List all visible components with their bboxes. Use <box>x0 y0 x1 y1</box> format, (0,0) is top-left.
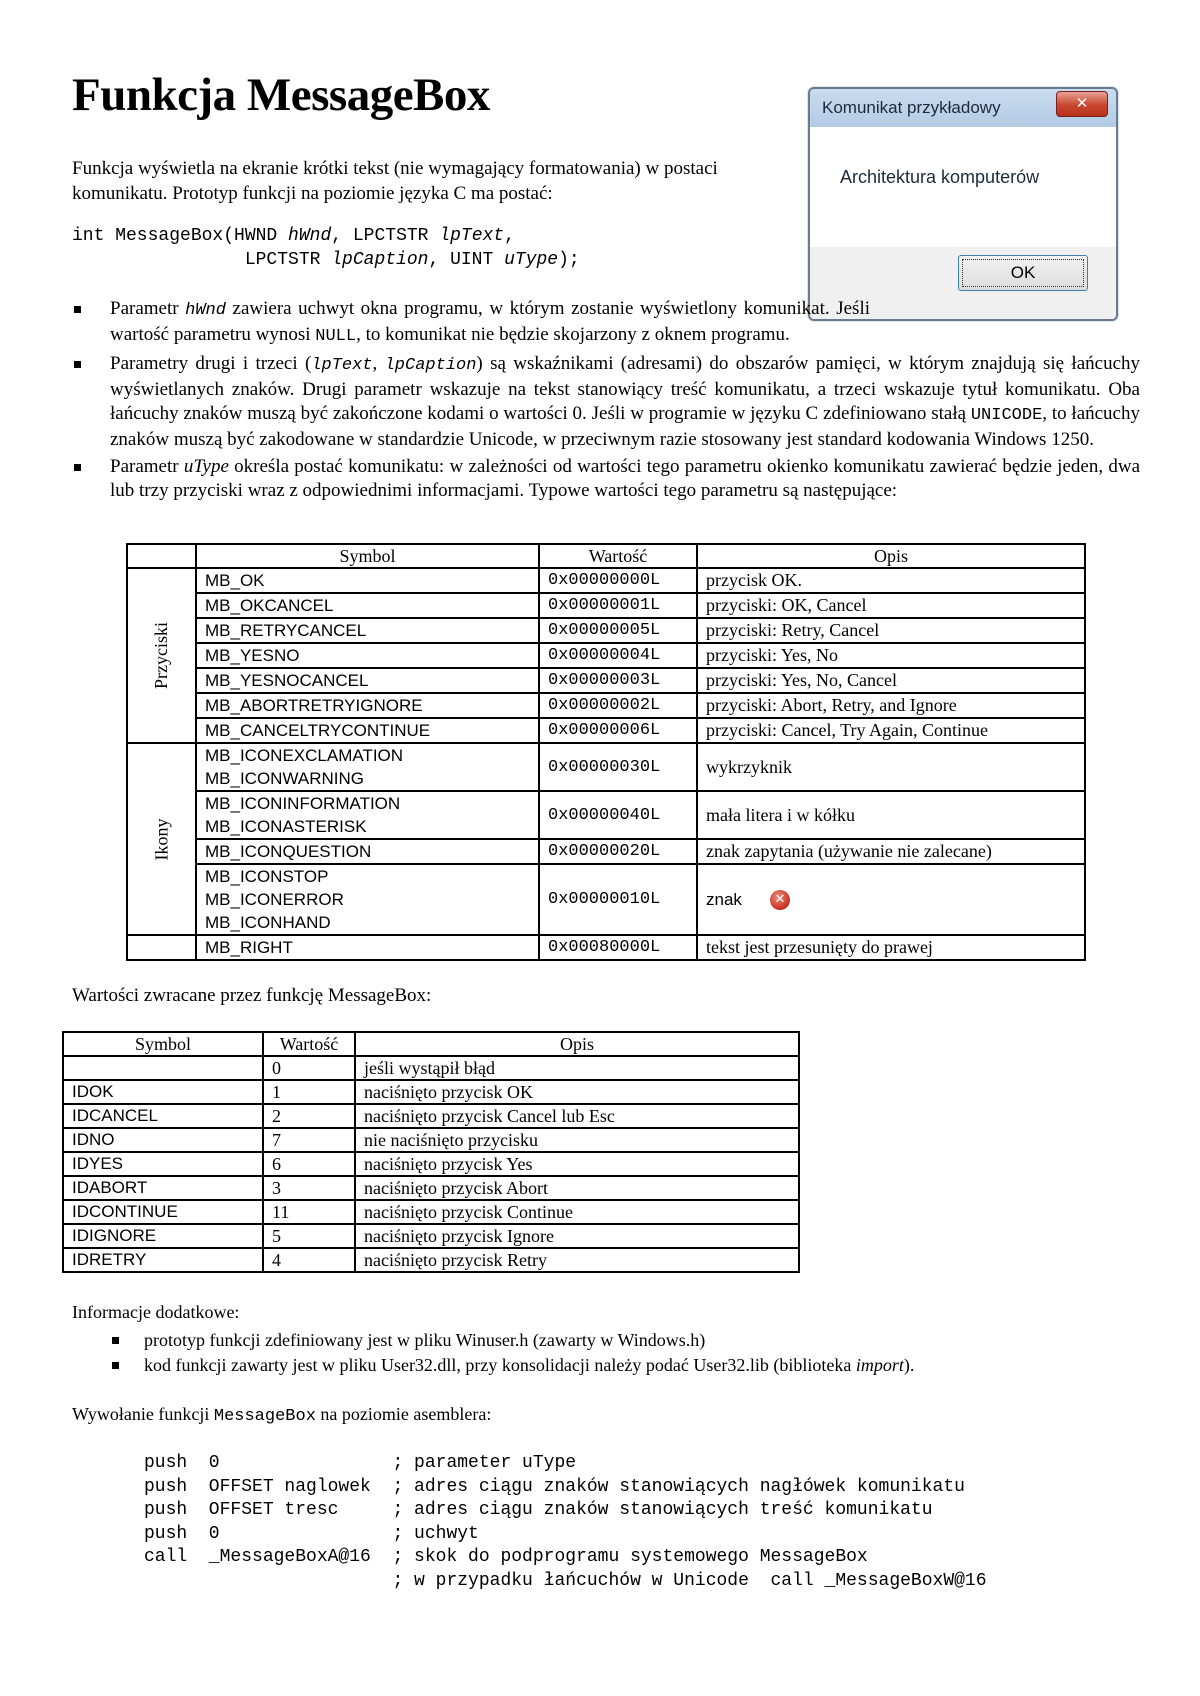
code-text: , <box>504 226 515 246</box>
group-label-blank <box>127 935 196 960</box>
table-header: Wartość <box>539 544 697 568</box>
list-item <box>72 352 1140 452</box>
table-header: Symbol <box>63 1032 263 1056</box>
text: Parametr <box>110 456 184 477</box>
text: , to komunikat nie będzie skojarzony z oknem programu. <box>356 324 790 345</box>
table-row <box>127 568 1085 593</box>
table-row <box>63 1152 799 1176</box>
code-text: , LPCTSTR <box>331 226 440 246</box>
intro-paragraph <box>72 156 792 206</box>
value-cell: 0x00000001L <box>539 593 697 618</box>
symbol-cell: IDIGNORE <box>63 1224 263 1248</box>
symbol-cell <box>63 1056 263 1080</box>
symbol-cell: MB_CANCELTRYCONTINUE <box>196 718 539 743</box>
desc-cell: przyciski: Retry, Cancel <box>697 618 1085 643</box>
text: , <box>372 353 385 374</box>
value-cell: 0 <box>263 1056 355 1080</box>
symbol-line: MB_ICONHAND <box>205 913 331 932</box>
text: na poziomie asemblera: <box>315 1404 492 1424</box>
symbol-cell: IDABORT <box>63 1176 263 1200</box>
table-header-blank <box>127 544 196 568</box>
prototype-code <box>72 224 580 272</box>
text: zawiera uchwyt okna programu, w którym zostanie wyświetlony komunikat. Jeśli wartość parametru wynosi <box>110 298 870 345</box>
desc-cell: naciśnięto przycisk Ignore <box>355 1224 799 1248</box>
code-text: LPCTSTR <box>72 250 332 270</box>
value-cell: 0x00000005L <box>539 618 697 643</box>
table-row <box>63 1128 799 1152</box>
group-label-icons <box>127 743 196 935</box>
symbol-cell <box>196 791 539 839</box>
text: Parametr <box>110 298 186 319</box>
code-line: ; w przypadku łańcuchów w Unicode call _MessageBoxW@16 <box>144 1570 987 1591</box>
desc-cell: naciśnięto przycisk Yes <box>355 1152 799 1176</box>
symbol-cell: MB_YESNO <box>196 643 539 668</box>
list-item <box>72 297 870 349</box>
table-row <box>63 1224 799 1248</box>
code-param: lpText <box>439 226 505 246</box>
desc-cell: jeśli wystąpił błąd <box>355 1056 799 1080</box>
value-cell: 0x00000000L <box>539 568 697 593</box>
table-row <box>127 618 1085 643</box>
desc-cell: naciśnięto przycisk Abort <box>355 1176 799 1200</box>
desc-cell: naciśnięto przycisk Retry <box>355 1248 799 1272</box>
symbol-cell: IDCONTINUE <box>63 1200 263 1224</box>
text: kod funkcji zawarty jest w pliku User32.dll, przy konsolidacji należy podać User32.lib (biblioteka <box>144 1355 856 1375</box>
symbol-cell: IDRETRY <box>63 1248 263 1272</box>
desc-cell: przycisk OK. <box>697 568 1085 593</box>
table-header: Opis <box>697 544 1085 568</box>
value-cell: 11 <box>263 1200 355 1224</box>
table-header: Wartość <box>263 1032 355 1056</box>
group-label: Przyciski <box>151 622 171 689</box>
table-header: Symbol <box>196 544 539 568</box>
code-text: , UINT <box>428 250 505 270</box>
list-item: prototyp funkcji zdefiniowany jest w pliku Winuser.h (zawarty w Windows.h) <box>72 1328 914 1353</box>
value-cell: 0x00000030L <box>539 743 697 791</box>
symbol-line: MB_ICONEXCLAMATION <box>205 746 404 765</box>
parameter-list <box>72 297 1140 506</box>
group-label: Ikony <box>151 818 171 860</box>
table-row <box>127 593 1085 618</box>
code-param: uType <box>504 250 559 270</box>
desc-cell: naciśnięto przycisk Continue <box>355 1200 799 1224</box>
return-values-table <box>62 1031 800 1273</box>
symbol-cell: MB_RETRYCANCEL <box>196 618 539 643</box>
text: ). <box>903 1355 915 1375</box>
value-cell: 2 <box>263 1104 355 1128</box>
value-cell: 0x00000003L <box>539 668 697 693</box>
code-line: push OFFSET tresc ; adres ciągu znaków stanowiących treść komunikatu <box>144 1500 933 1520</box>
symbol-cell: MB_OKCANCEL <box>196 593 539 618</box>
list-item <box>72 1353 914 1378</box>
dialog-message: Architektura komputerów <box>840 167 1040 187</box>
extra-info-list <box>72 1328 914 1378</box>
code-inline: UNICODE <box>970 406 1043 425</box>
value-cell: 0x00000006L <box>539 718 697 743</box>
value-cell: 0x00080000L <box>539 935 697 960</box>
value-cell: 6 <box>263 1152 355 1176</box>
symbol-cell: IDCANCEL <box>63 1104 263 1128</box>
text: określa postać komunikatu: w zależności od wartości tego parametru okienko komunikatu zawierać będzie jeden, dwa lub trzy przyciski wraz z odpowiednimi informacjami. Typowe wartości tego parametru są następujące: <box>110 456 1141 501</box>
desc-cell: naciśnięto przycisk OK <box>355 1080 799 1104</box>
symbol-cell: MB_OK <box>196 568 539 593</box>
list-item <box>72 455 1140 503</box>
code-param: hWnd <box>288 226 332 246</box>
asm-code-block <box>144 1452 987 1593</box>
table-header-row <box>63 1032 799 1056</box>
table-row <box>127 935 1085 960</box>
symbol-line: MB_ICONSTOP <box>205 867 329 886</box>
desc-cell: przyciski: Abort, Retry, and Ignore <box>697 693 1085 718</box>
page-title: Funkcja MessageBox <box>72 69 490 121</box>
dialog-caption: Komunikat przykładowy <box>822 98 1001 117</box>
value-cell: 0x00000010L <box>539 864 697 935</box>
symbol-cell: MB_ICONQUESTION <box>196 839 539 864</box>
table-row <box>127 668 1085 693</box>
error-icon: ✕ <box>770 890 790 910</box>
table-row <box>127 839 1085 864</box>
value-cell: 4 <box>263 1248 355 1272</box>
code-line: push OFFSET naglowek ; adres ciągu znaków stanowiących nagłówek komunikatu <box>144 1476 965 1497</box>
example-message-box <box>808 87 1118 321</box>
desc-cell: przyciski: OK, Cancel <box>697 593 1085 618</box>
value-cell: 5 <box>263 1224 355 1248</box>
code-param: lpCaption <box>384 356 477 375</box>
symbol-cell <box>196 743 539 791</box>
ok-button[interactable]: OK <box>958 255 1088 291</box>
symbol-cell: MB_RIGHT <box>196 935 539 960</box>
value-cell: 0x00000004L <box>539 643 697 668</box>
desc-cell: przyciski: Cancel, Try Again, Continue <box>697 718 1085 743</box>
table-row <box>127 718 1085 743</box>
desc-cell: nie naciśnięto przycisku <box>355 1128 799 1152</box>
table-header: Opis <box>355 1032 799 1056</box>
code-line: push 0 ; parameter uType <box>144 1453 577 1473</box>
table-row <box>63 1104 799 1128</box>
code-param: uType <box>183 456 229 477</box>
table-row <box>63 1056 799 1080</box>
symbol-cell: MB_ABORTRETRYIGNORE <box>196 693 539 718</box>
symbol-cell: IDNO <box>63 1128 263 1152</box>
table-row <box>63 1248 799 1272</box>
value-cell: 1 <box>263 1080 355 1104</box>
table-row <box>127 693 1085 718</box>
symbol-line: MB_ICONINFORMATION <box>205 794 401 813</box>
table-row <box>63 1080 799 1104</box>
symbol-cell <box>196 864 539 935</box>
code-param: lpCaption <box>331 250 429 270</box>
code-param: hWnd <box>185 301 226 320</box>
table-row <box>127 643 1085 668</box>
table-header-row <box>127 544 1085 568</box>
table-row <box>63 1200 799 1224</box>
value-cell: 7 <box>263 1128 355 1152</box>
text: ) są wskaźnikami (adresami) do obszarów pamięci, w którym znajdują się łańcuchy wyświetlanych znaków. Drugi parametr wskazuje na tekst stanowiący treść komunikatu, a trzeci wskazuje tytuł komunikatu. Oba łańcuchy znaków muszą być zakończone kodami o wartości 0. Jeśli w programie w języku C zdefiniowano stałą <box>110 353 1140 424</box>
code-inline: NULL <box>315 327 357 346</box>
table-row <box>63 1176 799 1200</box>
symbol-cell: IDOK <box>63 1080 263 1104</box>
symbol-line: MB_ICONASTERISK <box>205 817 367 836</box>
desc-text: znak <box>706 889 742 909</box>
close-icon[interactable]: ✕ <box>1056 91 1108 117</box>
code-text: ); <box>558 250 580 270</box>
value-cell: 3 <box>263 1176 355 1200</box>
group-label-buttons <box>127 568 196 743</box>
desc-cell: naciśnięto przycisk Cancel lub Esc <box>355 1104 799 1128</box>
desc-cell: przyciski: Yes, No <box>697 643 1085 668</box>
utype-table <box>126 543 1086 961</box>
text: Parametry drugi i trzeci ( <box>110 353 312 374</box>
table-row <box>127 743 1085 791</box>
symbol-line: MB_ICONERROR <box>205 890 344 909</box>
extra-info-heading: Informacje dodatkowe: <box>72 1302 240 1322</box>
code-param: lpText <box>311 356 373 375</box>
text-italic: import <box>855 1355 904 1375</box>
table-row <box>127 864 1085 935</box>
value-cell: 0x00000040L <box>539 791 697 839</box>
value-cell: 0x00000002L <box>539 693 697 718</box>
asm-heading <box>72 1404 491 1426</box>
symbol-cell: IDYES <box>63 1152 263 1176</box>
text: , to łańcuchy znaków muszą być zakodowane w standardzie Unicode, w przeciwnym razie stosowany jest standard kodowania Windows 1250. <box>110 403 1140 450</box>
code-inline: MessageBox <box>213 1407 316 1426</box>
text: Wywołanie funkcji <box>72 1404 214 1424</box>
desc-cell: tekst jest przesunięty do prawej <box>697 935 1085 960</box>
intro-line-1: Funkcja wyświetla na ekranie krótki tekst (nie wymagający formatowania) w postaci <box>72 158 718 179</box>
desc-cell <box>697 864 1085 935</box>
code-line: call _MessageBoxA@16 ; skok do podprogramu systemowego MessageBox <box>144 1547 868 1567</box>
table-row <box>127 791 1085 839</box>
desc-cell: znak zapytania (używanie nie zalecane) <box>697 839 1085 864</box>
symbol-cell: MB_YESNOCANCEL <box>196 668 539 693</box>
code-text: int MessageBox(HWND <box>72 226 289 246</box>
desc-cell: mała litera i w kółku <box>697 791 1085 839</box>
desc-cell: wykrzyknik <box>697 743 1085 791</box>
returns-heading: Wartości zwracane przez funkcję MessageBox: <box>72 985 432 1006</box>
code-line: push 0 ; uchwyt <box>144 1523 479 1544</box>
symbol-line: MB_ICONWARNING <box>205 769 364 788</box>
desc-cell: przyciski: Yes, No, Cancel <box>697 668 1085 693</box>
intro-line-2: komunikatu. Prototyp funkcji na poziomie języka C ma postać: <box>72 183 553 204</box>
value-cell: 0x00000020L <box>539 839 697 864</box>
